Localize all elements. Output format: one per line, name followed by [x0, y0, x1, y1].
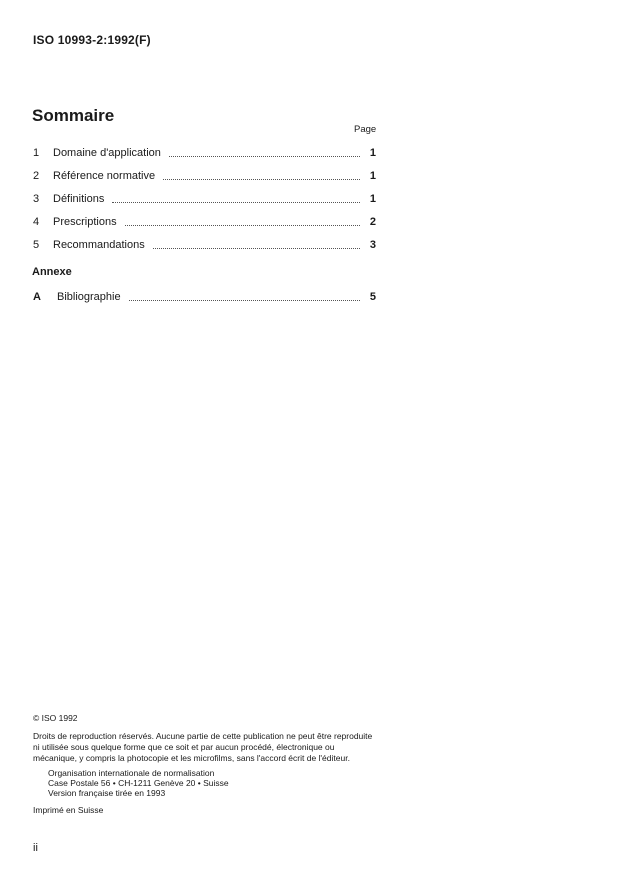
- toc-entry-page: 1: [369, 170, 376, 182]
- toc-entry[interactable]: [33, 146, 376, 160]
- toc-entry[interactable]: [33, 169, 376, 183]
- dot-leader: [163, 178, 360, 180]
- toc-entry-label: Domaine d'application: [53, 147, 161, 159]
- toc-entry[interactable]: [33, 215, 376, 229]
- toc-entry-label: Référence normative: [53, 170, 156, 182]
- annex-entry-page: 5: [369, 291, 376, 303]
- toc-entry[interactable]: [33, 192, 376, 206]
- toc-entry-page: 2: [369, 216, 376, 228]
- copyright-notice: © ISO 1992: [33, 713, 78, 723]
- dot-leader: [125, 224, 360, 226]
- printed-in: Imprimé en Suisse: [33, 805, 104, 815]
- address-line: Version française tirée en 1993: [48, 788, 166, 798]
- annex-entry-label: Bibliographie: [57, 291, 121, 303]
- toc-entry-number: 1: [33, 147, 40, 159]
- toc-entry-page: 3: [369, 239, 376, 251]
- toc-entry[interactable]: [33, 238, 376, 252]
- annex-entry-letter: A: [33, 291, 41, 303]
- dot-leader: [169, 155, 360, 157]
- address-line: Case Postale 56 • CH-1211 Genève 20 • Suisse: [48, 778, 229, 788]
- annex-entry[interactable]: [33, 290, 376, 304]
- document-id-header: ISO 10993-2:1992(F): [33, 33, 151, 47]
- rights-statement: Droits de reproduction réservés. Aucune partie de cette publication ne peut être reproduite ni utilisée sous quelque forme que ce soit et par aucun procédé, électronique ou mécanique, y compris la photocopie et les microfilms, sans l'accord écrit de l'éditeur.: [33, 731, 373, 763]
- page-column-label: Page: [354, 124, 377, 135]
- publisher-address: [48, 768, 229, 798]
- annex-heading: Annexe: [32, 266, 72, 278]
- toc-entry-page: 1: [369, 193, 376, 205]
- page-number: ii: [33, 842, 38, 854]
- dot-leader: [112, 201, 360, 203]
- toc-entry-number: 4: [33, 216, 40, 228]
- toc-entry-number: 3: [33, 193, 40, 205]
- contents-title: Sommaire: [32, 106, 115, 125]
- toc-entry-label: Recommandations: [53, 239, 145, 251]
- toc-entry-page: 1: [369, 147, 376, 159]
- dot-leader: [129, 299, 360, 301]
- toc-entry-number: 5: [33, 239, 40, 251]
- toc-entry-label: Prescriptions: [53, 216, 117, 228]
- dot-leader: [153, 247, 360, 249]
- toc-entry-number: 2: [33, 170, 40, 182]
- toc-entry-label: Définitions: [53, 193, 105, 205]
- address-line: Organisation internationale de normalisation: [48, 768, 215, 778]
